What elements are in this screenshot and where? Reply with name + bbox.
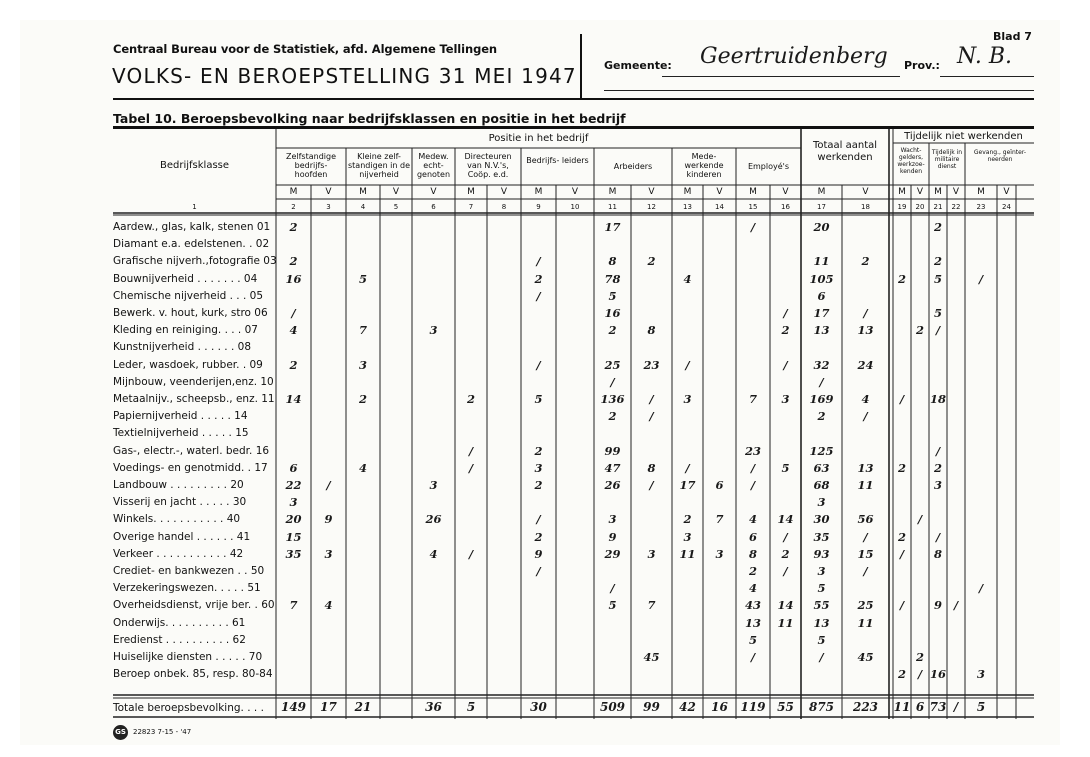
total-cell: 73 <box>929 700 947 714</box>
column-number-21: 21 <box>933 203 943 211</box>
row-label: Bouwnijverheid . . . . . . . 04 <box>113 272 258 285</box>
table-cell: 68 <box>813 478 830 492</box>
table-cell: 4 <box>358 460 367 475</box>
row-label: Overige handel . . . . . . 41 <box>113 530 251 543</box>
table-cell: / <box>899 392 905 406</box>
table-cell: / <box>783 306 788 320</box>
row-label: Overheidsdienst, vrije ber. . 60 <box>113 599 275 612</box>
table-cell: 9 <box>933 598 942 613</box>
table-cell: / <box>536 512 541 527</box>
table-cell: 136 <box>600 392 625 406</box>
table-cell: / <box>610 581 615 596</box>
sub-header-7: M <box>467 187 475 197</box>
table-cell: 14 <box>777 512 794 527</box>
table-cell: / <box>863 564 868 578</box>
row-label: Metaalnijv., scheepsb., enz. 11 <box>113 393 275 405</box>
table-cell: / <box>536 254 541 269</box>
table-cell: 9 <box>608 529 617 544</box>
table-cell: / <box>783 564 788 578</box>
printer-badge-icon: GS <box>113 725 128 740</box>
table-cell: 18 <box>929 392 946 406</box>
table-cell: 105 <box>809 271 834 286</box>
table-cell: 2 <box>289 220 298 234</box>
table-cell: / <box>649 478 654 492</box>
table-cell: 3 <box>683 392 692 406</box>
table-cell: 2 <box>466 392 475 406</box>
header-totaal: Totaal aantal werkenden <box>812 140 878 163</box>
header-directeuren: Directeuren van N.V.'s, Coöp. e.d. <box>464 152 512 179</box>
table-cell: 2 <box>608 323 617 338</box>
table-cell: 2 <box>897 667 906 682</box>
sub-header-22: V <box>952 187 960 197</box>
table-cell: 32 <box>813 357 830 372</box>
table-cell: 4 <box>289 323 298 338</box>
sub-header-24: V <box>1003 187 1010 197</box>
table-cell: 5 <box>608 288 617 303</box>
column-number-7: 7 <box>468 203 474 211</box>
table-cell: / <box>783 357 788 372</box>
column-number-2: 2 <box>291 203 296 211</box>
row-label: Textielnijverheid . . . . . 15 <box>113 427 249 440</box>
table-cell: 26 <box>425 512 442 527</box>
table-cell: 2 <box>933 254 942 269</box>
table-cell: 3 <box>324 546 333 561</box>
table-cell: 3 <box>429 323 438 338</box>
column-number-6: 6 <box>431 203 436 211</box>
table-cell: 6 <box>289 460 298 475</box>
sub-header-12: V <box>648 187 655 197</box>
total-cell: 509 <box>599 700 626 714</box>
table-cell: 2 <box>915 323 924 338</box>
table-cell: / <box>899 546 905 561</box>
table-cell: 3 <box>976 667 985 682</box>
column-number-1: 1 <box>192 203 197 211</box>
header-bedrijfsklasse: Bedrijfsklasse <box>159 160 230 171</box>
row-label: Verzekeringswezen. . . . . 51 <box>113 582 261 595</box>
total-cell: 5 <box>976 700 986 714</box>
page-title: VOLKS- EN BEROEPSTELLING 31 MEI 1947 <box>112 64 577 88</box>
table-cell: 2 <box>933 460 942 475</box>
table-cell: 14 <box>285 392 302 406</box>
table-cell: 3 <box>647 546 656 561</box>
table-cell: / <box>899 598 905 613</box>
row-label: Papiernijverheid . . . . . 14 <box>113 410 248 423</box>
table-cell: 169 <box>809 392 834 406</box>
header-medew-echtgenoten: Medew. echt- genoten <box>416 152 451 179</box>
row-label: Gas-, electr.-, waterl. bedr. 16 <box>113 444 270 457</box>
total-cell: 875 <box>808 700 835 714</box>
gemeente-value: Geertruidenberg <box>700 44 888 69</box>
table-cell: 2 <box>358 392 367 406</box>
bureau-heading: Centraal Bureau voor de Statistiek, afd. Algemene Tellingen <box>113 42 497 56</box>
table-cell: 16 <box>285 271 302 286</box>
table-cell: 3 <box>933 478 942 492</box>
row-label: Crediet- en bankwezen . . 50 <box>113 565 265 577</box>
total-cell: 16 <box>711 700 728 714</box>
table-cell: 4 <box>861 392 870 406</box>
table-cell: 5 <box>933 271 942 286</box>
province-label: Prov.: <box>904 59 940 72</box>
column-number-4: 4 <box>360 203 366 211</box>
header-wachtgelders: Wacht- gelders, werkzoe- kenden <box>897 147 925 175</box>
table-cell: 2 <box>534 443 543 458</box>
column-number-22: 22 <box>951 203 961 211</box>
row-label: Beroep onbek. 85, resp. 80-84 <box>113 668 273 681</box>
table-cell: 3 <box>715 546 724 561</box>
table-cell: / <box>649 392 654 406</box>
table-cell: 6 <box>748 529 757 544</box>
table-cell: 7 <box>715 512 724 527</box>
table-cell: 5 <box>817 581 826 596</box>
table-cell: 16 <box>929 667 946 682</box>
table-cell: 35 <box>285 546 302 561</box>
table-cell: 99 <box>604 443 621 458</box>
table-cell: 4 <box>748 581 757 596</box>
total-cell: 11 <box>893 700 911 714</box>
sub-header-20: V <box>916 187 924 197</box>
table-cell: 9 <box>324 512 333 527</box>
table-cell: 15 <box>857 546 874 561</box>
row-label: Eredienst . . . . . . . . . . 62 <box>113 633 246 646</box>
gemeente-label: Gemeente: <box>604 59 672 72</box>
table-cell: 24 <box>857 357 874 372</box>
table-cell: 5 <box>748 632 757 647</box>
table-cell: 4 <box>324 598 333 613</box>
table-cell: 2 <box>647 254 656 269</box>
table-cell: 5 <box>817 632 826 647</box>
table-cell: / <box>935 443 941 458</box>
table-cell: / <box>326 478 331 492</box>
column-number-23: 23 <box>976 203 986 211</box>
table-cell: 11 <box>679 546 696 561</box>
header-tijdelijk: Tijdelijk niet werkenden <box>904 131 1023 142</box>
table-cell: 7 <box>289 598 298 613</box>
table-cell: 8 <box>933 546 942 561</box>
row-label: Visserij en jacht . . . . . 30 <box>113 496 247 509</box>
row-label: Aardew., glas, kalk, stenen 01 <box>113 221 271 233</box>
table-cell: 2 <box>915 650 924 664</box>
table-cell: 125 <box>809 443 834 458</box>
table-cell: 3 <box>608 512 617 527</box>
table-cell: 22 <box>285 478 302 492</box>
header-positie: Positie in het bedrijf <box>488 133 589 144</box>
table-cell: 23 <box>643 357 660 372</box>
table-cell: 14 <box>777 598 794 613</box>
table-cell: 2 <box>897 271 906 286</box>
sub-header-21: M <box>934 187 942 197</box>
table-cell: 25 <box>857 598 874 613</box>
table-cell: 20 <box>285 512 302 527</box>
header-employes: Employé's <box>747 162 790 171</box>
table-cell: 8 <box>608 254 617 269</box>
table-cell: / <box>536 357 541 372</box>
table-cell: 7 <box>358 323 367 338</box>
table-cell: / <box>819 374 824 389</box>
column-number-9: 9 <box>536 203 541 211</box>
table-cell: 2 <box>861 254 870 269</box>
column-number-11: 11 <box>608 203 617 211</box>
table-cell: 2 <box>933 220 942 234</box>
total-label: Totale beroepsbevolking. . . . <box>113 702 264 714</box>
table-cell: 3 <box>781 392 790 406</box>
table-cell: 93 <box>813 546 830 561</box>
table-cell: 3 <box>817 495 826 510</box>
row-label: Kleding en reiniging. . . . 07 <box>113 324 258 337</box>
table-cell: 2 <box>781 546 790 561</box>
table-cell: 20 <box>813 220 830 234</box>
table-cell: 11 <box>857 478 874 492</box>
column-number-5: 5 <box>393 203 399 211</box>
table-title: Tabel 10. Beroepsbevolking naar bedrijfsklassen en positie in het bedrijf <box>113 111 626 126</box>
sub-header-13: M <box>683 187 692 197</box>
table-cell: 2 <box>289 254 298 269</box>
table-cell: 17 <box>813 306 830 320</box>
total-cell: 223 <box>852 700 879 714</box>
sub-header-3: V <box>325 187 332 197</box>
row-label: Chemische nijverheid . . . 05 <box>113 289 264 302</box>
table-cell: 6 <box>817 288 826 303</box>
total-cell: 17 <box>320 700 337 714</box>
table-cell: 2 <box>534 478 543 492</box>
table-cell: 5 <box>358 271 367 286</box>
row-label: Huiselijke diensten . . . . . 70 <box>113 651 263 663</box>
sub-header-16: V <box>782 187 789 197</box>
column-number-16: 16 <box>781 203 790 211</box>
table-cell: / <box>863 409 868 424</box>
column-number-17: 17 <box>817 203 826 211</box>
table-cell: / <box>783 529 788 544</box>
table-cell: 13 <box>813 323 830 338</box>
table-cell: 7 <box>748 392 757 406</box>
total-cell: 36 <box>425 700 442 714</box>
total-cell: 55 <box>777 700 794 714</box>
table-cell: 3 <box>817 564 826 578</box>
table-cell: 6 <box>715 478 724 492</box>
table-cell: 3 <box>358 357 367 372</box>
total-cell: 5 <box>466 700 476 714</box>
column-number-20: 20 <box>915 203 925 211</box>
table-cell: 5 <box>781 460 790 475</box>
table-cell: 2 <box>748 564 757 578</box>
sub-header-14: V <box>716 187 723 197</box>
row-label: Diamant e.a. edelstenen. . 02 <box>113 238 270 251</box>
table-cell: 8 <box>647 460 656 475</box>
table-cell: / <box>685 460 690 475</box>
column-number-8: 8 <box>501 203 507 211</box>
header-arbeiders: Arbeiders <box>613 162 653 171</box>
total-cell: 119 <box>740 700 766 714</box>
table-cell: 25 <box>604 357 621 372</box>
table-cell: / <box>685 357 690 372</box>
table-cell: 3 <box>683 529 692 544</box>
table-cell: 3 <box>289 495 298 510</box>
table-cell: 63 <box>813 460 830 475</box>
row-label: Bewerk. v. hout, kurk, stro 06 <box>113 307 268 319</box>
row-label: Kunstnijverheid . . . . . . 08 <box>113 341 252 354</box>
table-cell: 2 <box>534 529 543 544</box>
total-cell: 99 <box>643 700 660 714</box>
table-cell: 11 <box>857 615 874 630</box>
total-cell: 42 <box>679 700 696 714</box>
table-cell: 4 <box>683 271 692 286</box>
header-bedrijfsleiders: Bedrijfs- leiders <box>526 156 589 165</box>
table-cell: 13 <box>813 615 830 630</box>
row-label: Voedings- en genotmidd. . 17 <box>113 461 268 474</box>
column-number-12: 12 <box>647 203 656 211</box>
table-cell: / <box>468 460 474 475</box>
sub-header-10: V <box>571 187 579 197</box>
total-cell: 21 <box>354 700 372 714</box>
table-cell: 8 <box>748 546 757 561</box>
table-cell: / <box>978 581 984 596</box>
table-cell: / <box>917 667 923 682</box>
column-number-13: 13 <box>683 203 692 211</box>
table-cell: 2 <box>817 409 826 424</box>
table-cell: 47 <box>604 460 621 475</box>
province-value: N. B. <box>957 44 1012 69</box>
table-cell: / <box>291 306 296 320</box>
table-cell: 4 <box>748 512 757 527</box>
row-label: Landbouw . . . . . . . . . 20 <box>113 479 244 491</box>
sub-header-18: V <box>862 187 869 197</box>
sub-header-8: V <box>500 187 508 197</box>
table-cell: 4 <box>429 546 438 561</box>
sub-header-11: M <box>608 187 617 197</box>
table-cell: 26 <box>604 478 621 492</box>
table-cell: 3 <box>534 460 543 475</box>
table-cell: / <box>863 306 868 320</box>
table-cell: / <box>649 409 654 424</box>
table-cell: 7 <box>647 598 656 613</box>
table-cell: / <box>978 271 984 286</box>
table-cell: 13 <box>857 323 874 338</box>
sheet-number: Blad 7 <box>993 30 1032 43</box>
sub-header-17: M <box>817 187 826 197</box>
table-cell: 55 <box>813 598 830 613</box>
sub-header-6: V <box>430 187 437 197</box>
table-cell: 13 <box>744 615 761 630</box>
table-cell: / <box>953 598 959 613</box>
header-gevangenen: Gevang., geïnter- neerden <box>973 149 1027 163</box>
header-zelfstandige: Zelfstandige bedrijfs- hoofden <box>285 152 337 179</box>
table-cell: / <box>610 374 615 389</box>
table-cell: 2 <box>608 409 617 424</box>
table-cell: 45 <box>643 650 660 664</box>
total-cell: 149 <box>280 700 307 714</box>
row-label: Grafische nijverh.,fotografie 03 <box>113 255 277 268</box>
table-cell: / <box>750 478 756 492</box>
column-number-19: 19 <box>897 203 907 211</box>
row-label: Winkels. . . . . . . . . . . 40 <box>113 513 241 526</box>
sub-header-23: M <box>977 187 985 197</box>
header-militaire-dienst: Tijdelijk in militaire dienst <box>931 149 963 170</box>
table-cell: / <box>468 443 474 458</box>
table-cell: 15 <box>285 529 302 544</box>
column-number-18: 18 <box>861 203 870 211</box>
table-cell: 5 <box>534 392 543 406</box>
sub-header-4: M <box>359 187 367 197</box>
table-cell: / <box>536 288 541 303</box>
table-cell: 2 <box>897 529 906 544</box>
column-number-15: 15 <box>748 203 758 211</box>
table-cell: 3 <box>429 478 438 492</box>
table-cell: 8 <box>647 323 656 338</box>
total-cell: 6 <box>915 700 925 714</box>
table-cell: 2 <box>534 271 543 286</box>
table-cell: 11 <box>813 254 830 269</box>
table-cell: 5 <box>933 306 942 320</box>
row-label: Verkeer . . . . . . . . . . . 42 <box>113 547 244 560</box>
table-cell: / <box>935 529 941 544</box>
row-label: Leder, wasdoek, rubber. . 09 <box>113 358 263 371</box>
table-cell: 5 <box>608 598 617 613</box>
total-cell: 30 <box>530 700 547 714</box>
table-cell: / <box>819 650 824 664</box>
table-cell: 23 <box>744 443 761 458</box>
table-cell: 17 <box>604 220 621 234</box>
table-cell: / <box>935 323 941 338</box>
table-cell: / <box>750 650 756 664</box>
total-cell: / <box>953 700 959 714</box>
sub-header-9: M <box>534 187 543 197</box>
table-cell: 2 <box>289 357 298 372</box>
sub-header-5: V <box>392 187 400 197</box>
column-number-10: 10 <box>570 203 580 211</box>
table-cell: 2 <box>897 460 906 475</box>
table-cell: 17 <box>679 478 696 492</box>
table-cell: / <box>917 512 923 527</box>
table-cell: / <box>750 220 756 234</box>
table-cell: 56 <box>857 512 874 527</box>
column-number-3: 3 <box>326 203 331 211</box>
table-cell: 2 <box>781 323 790 338</box>
table-cell: 78 <box>604 271 621 286</box>
row-label: Mijnbouw, veenderijen,enz. 10 <box>113 375 274 388</box>
sub-header-2: M <box>289 187 298 197</box>
table-cell: 30 <box>813 512 830 527</box>
print-code: 22823 7-15 - '47 <box>133 728 192 736</box>
table-cell: 9 <box>534 546 543 561</box>
table-cell: / <box>536 564 541 578</box>
table-cell: 35 <box>813 529 830 544</box>
table-cell: 16 <box>604 306 621 320</box>
column-number-14: 14 <box>715 203 724 211</box>
table-cell: / <box>468 546 474 561</box>
table-cell: / <box>750 460 756 475</box>
sub-header-19: M <box>898 187 906 197</box>
table-cell: 29 <box>604 546 621 561</box>
table-cell: 11 <box>777 615 794 630</box>
header-kleine-zelfstandigen: Kleine zelf- standigen in de nijverheid <box>347 152 411 179</box>
row-label: Onderwijs. . . . . . . . . . 61 <box>113 616 246 629</box>
header-medewerkende-kinderen: Mede- werkende kinderen <box>684 152 724 179</box>
table-cell: / <box>863 529 868 544</box>
table-cell: 45 <box>857 650 874 664</box>
table-cell: 13 <box>857 460 874 475</box>
table-cell: 43 <box>744 598 761 613</box>
sub-header-15: M <box>749 187 757 197</box>
column-number-24: 24 <box>1002 203 1011 211</box>
table-cell: 2 <box>683 512 692 527</box>
